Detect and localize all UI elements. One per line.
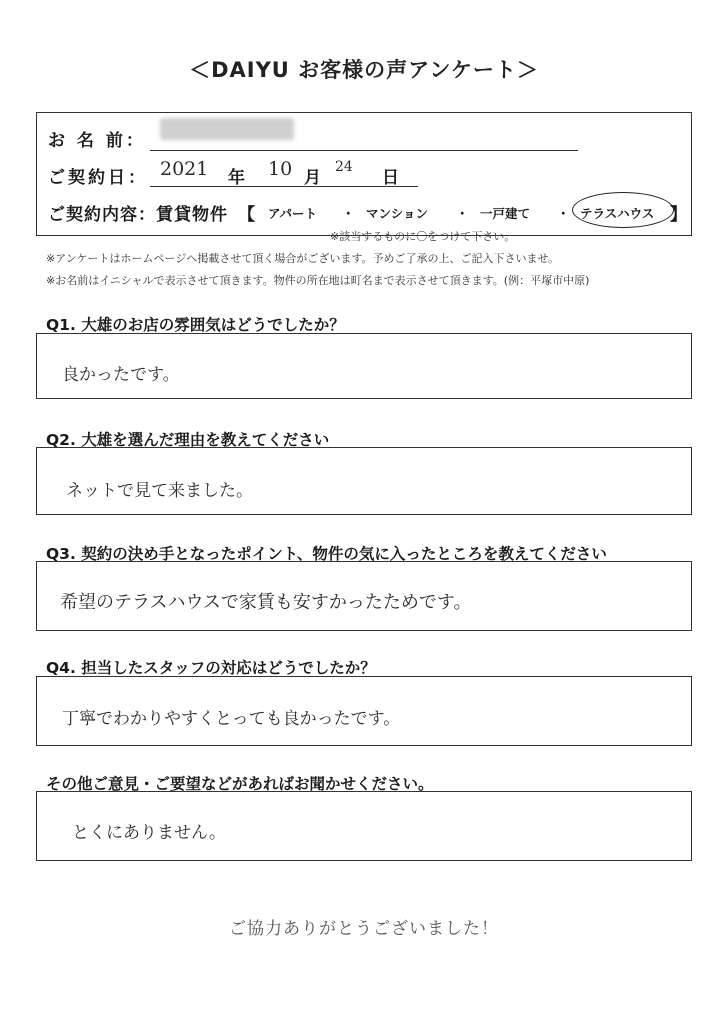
redacted-name (160, 118, 294, 140)
question-4: Q4. 担当したスタッフの対応はどうでしたか？ (46, 659, 376, 677)
contract-date-label: ご契約日： (48, 168, 148, 188)
option-mansion: マンション (366, 206, 428, 221)
answer-4: 丁寧でわかりやすくとっても良かったです。 (62, 709, 401, 729)
name-underline (150, 150, 578, 151)
day-value: 24 (335, 159, 353, 175)
month-unit: 月 (304, 168, 321, 188)
year-unit: 年 (228, 168, 245, 188)
initials-note: ※お名前はイニシャルで表示させて頂きます。物件の所在地は町名まで表示させて頂きます。(例：平塚市中原) (46, 274, 590, 287)
option-detached-house: 一戸建て (480, 206, 531, 221)
name-label: お 名 前： (48, 131, 146, 151)
answer-1: 良かったです。 (62, 365, 180, 385)
question-2: Q2. 大雄を選んだ理由を教えてください (46, 431, 330, 449)
other-comments-answer: とくにありません。 (72, 823, 227, 843)
month-value: 10 (268, 158, 293, 180)
question-3: Q3. 契約の決め手となったポイント、物件の気に入ったところを教えてください (46, 545, 607, 563)
survey-title: ＜DAIYU お客様の声アンケート＞ (189, 58, 539, 82)
date-underline (150, 186, 418, 187)
thank-you-message: ご協力ありがとうございました！ (229, 919, 499, 939)
answer-3: 希望のテラスハウスで家賃も安すかったためです。 (60, 592, 472, 613)
year-value: 2021 (160, 158, 209, 180)
option-note: ※該当するものに〇をつけて下さい。 (330, 230, 516, 243)
contract-content-label: ご契約内容：賃貸物件 (48, 205, 228, 225)
option-apartment: アパート (268, 206, 318, 221)
answer-2: ネットで見て来ました。 (66, 481, 253, 501)
other-comments-heading: その他ご意見・ご要望などがあればお聞かせください。 (46, 775, 434, 793)
bracket-close: 】 (670, 205, 687, 225)
day-unit: 日 (382, 168, 399, 188)
selected-option-circle (572, 192, 674, 228)
bracket-open: 【 (238, 205, 255, 225)
publication-note: ※アンケートはホームページへ掲載させて頂く場合がございます。予めご了承の上、ご記入下さいませ。 (46, 252, 560, 265)
option-separator: ・ (557, 206, 570, 221)
option-separator: ・ (342, 206, 355, 221)
option-separator: ・ (456, 206, 469, 221)
question-1: Q1. 大雄のお店の雰囲気はどうでしたか？ (46, 316, 345, 334)
option-terrace-house: テラスハウス (580, 206, 655, 221)
